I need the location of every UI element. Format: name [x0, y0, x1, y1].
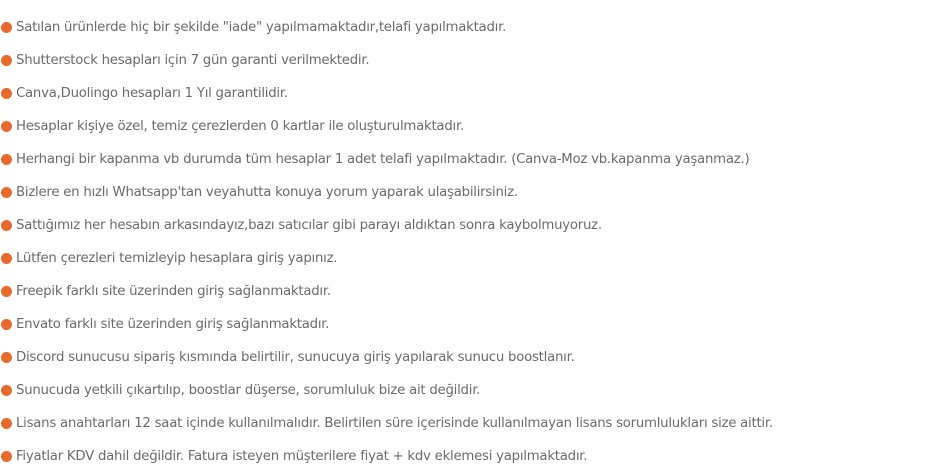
rule-text: Freepik farklı site üzerinden giriş sağlanmaktadır. [16, 283, 331, 299]
list-item [0, 242, 951, 275]
rule-text: Fiyatlar KDV dahil değildir. Fatura isteyen müşterilere fiyat + kdv eklemesi yapılmaktadır. [16, 448, 588, 464]
list-item [0, 143, 951, 176]
rules-list [0, 11, 951, 473]
list-item [0, 11, 951, 44]
rule-text: Envato farklı site üzerinden giriş sağlanmaktadır. [16, 316, 330, 332]
list-item [0, 308, 951, 341]
bullet-dot-icon [1, 352, 12, 363]
rule-text: Sunucuda yetkili çıkartılıp, boostlar düşerse, sorumluluk bize ait değildir. [16, 382, 481, 398]
rule-text: Canva,Duolingo hesapları 1 Yıl garantilidir. [16, 85, 288, 101]
rule-text: Lisans anahtarları 12 saat içinde kullanılmalıdır. Belirtilen süre içerisinde kullanılmayan lisans sorumlulukları size aittir. [16, 415, 773, 431]
list-item [0, 44, 951, 77]
bullet-dot-icon [1, 55, 12, 66]
list-item [0, 275, 951, 308]
bullet-dot-icon [1, 451, 12, 462]
rule-text: Bizlere en hızlı Whatsapp'tan veyahutta konuya yorum yaparak ulaşabilirsiniz. [16, 184, 518, 200]
bullet-dot-icon [1, 253, 12, 264]
list-item [0, 374, 951, 407]
bullet-dot-icon [1, 220, 12, 231]
rule-text: Satılan ürünlerde hiç bir şekilde "iade" yapılmamaktadır,telafi yapılmaktadır. [16, 19, 507, 35]
list-item [0, 341, 951, 374]
rule-text: Herhangi bir kapanma vb durumda tüm hesaplar 1 adet telafi yapılmaktadır. (Canva-Moz vb.kapanma yaşanmaz.) [16, 151, 750, 167]
list-item [0, 209, 951, 242]
rule-text: Shutterstock hesapları için 7 gün garanti verilmektedir. [16, 52, 370, 68]
list-item [0, 77, 951, 110]
rule-text: Sattığımız her hesabın arkasındayız,bazı satıcılar gibi parayı aldıktan sonra kaybolmuyoruz. [16, 217, 602, 233]
bullet-dot-icon [1, 121, 12, 132]
bullet-dot-icon [1, 385, 12, 396]
bullet-dot-icon [1, 418, 12, 429]
bullet-dot-icon [1, 154, 12, 165]
bullet-dot-icon [1, 88, 12, 99]
list-item [0, 407, 951, 440]
rule-text: Lütfen çerezleri temizleyip hesaplara giriş yapınız. [16, 250, 338, 266]
bullet-dot-icon [1, 22, 12, 33]
rule-text: Hesaplar kişiye özel, temiz çerezlerden 0 kartlar ile oluşturulmaktadır. [16, 118, 464, 134]
list-item [0, 176, 951, 209]
rule-text: Discord sunucusu sipariş kısmında belirtilir, sunucuya giriş yapılarak sunucu boostlanır. [16, 349, 575, 365]
bullet-dot-icon [1, 187, 12, 198]
list-item [0, 110, 951, 143]
bullet-dot-icon [1, 319, 12, 330]
bullet-dot-icon [1, 286, 12, 297]
list-item [0, 440, 951, 473]
